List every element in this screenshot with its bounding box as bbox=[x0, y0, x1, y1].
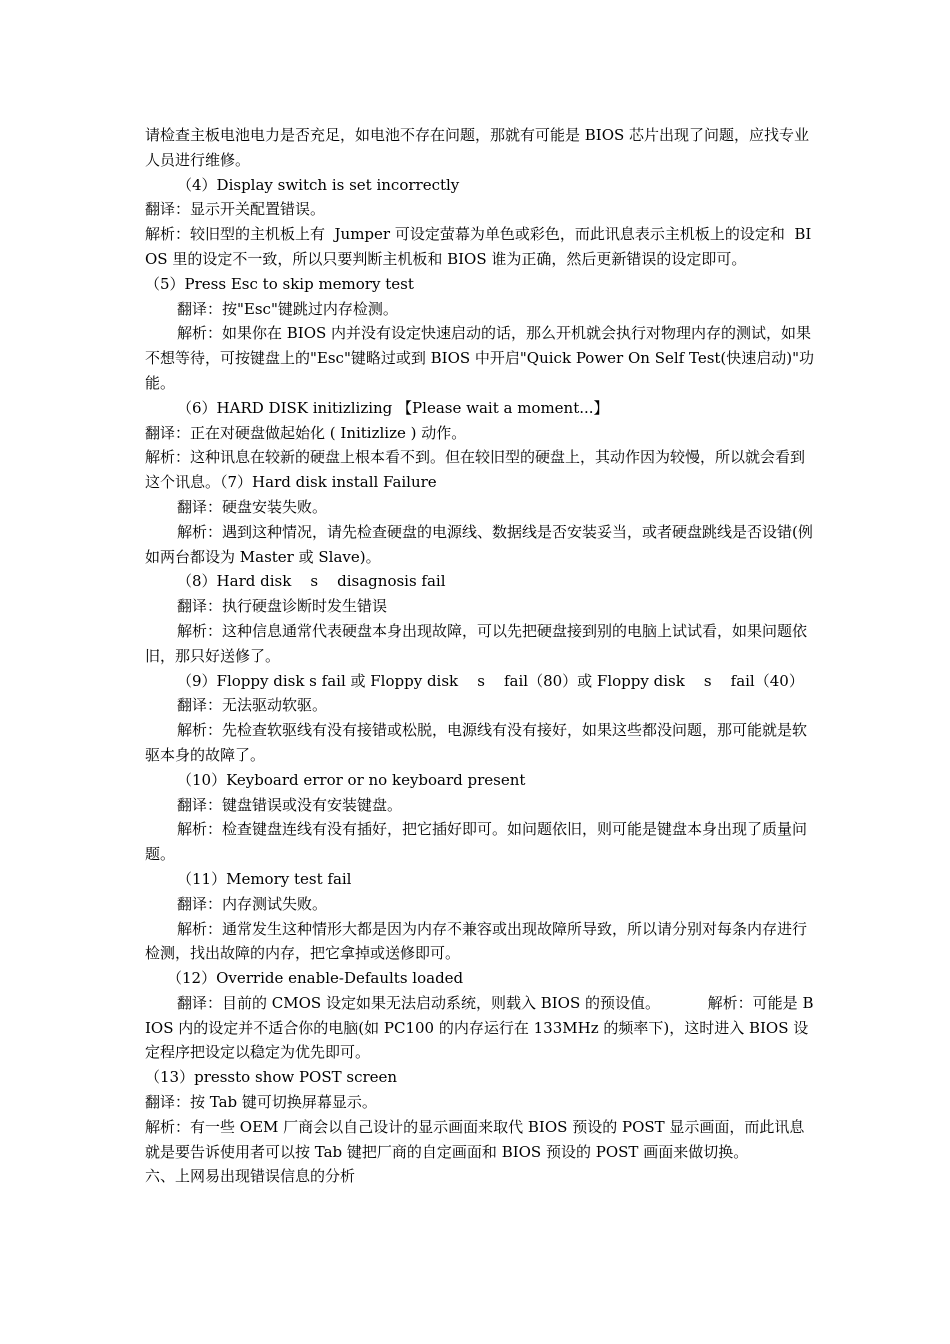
paragraph: 解析：通常发生这种情形大都是因为内存不兼容或出现故障所导致，所以请分别对每条内存进行检测，找出故障的内存，把它拿掉或送修即可。 bbox=[145, 919, 808, 963]
paragraph: （11）Memory test fail bbox=[177, 869, 352, 888]
paragraph: 解析：较旧型的主机板上有 Jumper 可设定萤幕为单色或彩色，而此讯息表示主机板上的设定和 BIOS 里的设定不一致，所以只要判断主机板和 BIOS 谁为正确，然后更新错误的设定即可。 bbox=[145, 225, 812, 268]
paragraph: （5）Press Esc to skip memory test bbox=[145, 274, 414, 293]
document-body bbox=[145, 123, 815, 1189]
paragraph: 翻译：目前的 CMOS 设定如果无法启动系统，则载入 BIOS 的预设值。 解析：可能是 BIOS 内的设定并不适合你的电脑(如 PC100 的内存运行在 133MHz 的频率下)，这时进入 BIOS 设定程序把设定以稳定为优先即可。 bbox=[145, 993, 814, 1062]
paragraph: （6）HARD DISK initizlizing 【Please wait a moment...】 bbox=[177, 398, 609, 417]
paragraph: 解析：有一些 OEM 厂商会以自己设计的显示画面来取代 BIOS 预设的 POST 显示画面，而此讯息就是要告诉使用者可以按 Tab 键把厂商的自定画面和 BIOS 预设的 POST 画面来做切换。 bbox=[145, 1117, 805, 1161]
paragraph: 解析：如果你在 BIOS 内并没有设定快速启动的话，那么开机就会执行对物理内存的测试，如果不想等待，可按键盘上的"Esc"键略过或到 BIOS 中开启"Quick Power On Self Test(快速启动)"功能。 bbox=[145, 324, 815, 392]
paragraph: 解析：先检查软驱线有没有接错或松脱，电源线有没有接好，如果这些都没问题，那可能就是软驱本身的故障了。 bbox=[145, 721, 808, 764]
paragraph: 翻译：显示开关配置错误。 bbox=[145, 200, 326, 219]
paragraph: 翻译：内存测试失败。 bbox=[177, 894, 328, 913]
paragraph: 解析：这种讯息在较新的硬盘上根本看不到。但在较旧型的硬盘上，其动作因为较慢，所以就会看到这个讯息。（7）Hard disk install Failure bbox=[145, 448, 806, 492]
paragraph: （10）Keyboard error or no keyboard present bbox=[177, 770, 526, 789]
paragraph: 翻译：正在对硬盘做起始化 ( Initizlize ) 动作。 bbox=[145, 423, 467, 442]
paragraph: （9）Floppy disk s fail 或 Floppy disk s fail（80）或 Floppy disk s fail（40） bbox=[177, 671, 804, 690]
paragraph: 解析：检查键盘连线有没有插好，把它插好即可。如问题依旧，则可能是键盘本身出现了质量问题。 bbox=[145, 820, 808, 864]
paragraph: （4）Display switch is set incorrectly bbox=[177, 175, 460, 194]
paragraph: （8）Hard disk s disagnosis fail bbox=[177, 572, 446, 591]
paragraph: 翻译：执行硬盘诊断时发生错误 bbox=[177, 597, 388, 616]
paragraph: 解析：遇到这种情况，请先检查硬盘的电源线、数据线是否安装妥当，或者硬盘跳线是否设错(例如两台都设为 Master 或 Slave)。 bbox=[145, 522, 813, 566]
paragraph: （12）Override enable-Defaults loaded bbox=[167, 969, 464, 988]
paragraph: 六、上网易出现错误信息的分析 bbox=[145, 1167, 356, 1186]
paragraph: （13）pressto show POST screen bbox=[145, 1068, 398, 1087]
paragraph: 翻译：按 Tab 键可切换屏幕显示。 bbox=[145, 1093, 377, 1112]
paragraph: 请检查主板电池电力是否充足，如电池不存在问题，那就有可能是 BIOS 芯片出现了问题，应找专业人员进行维修。 bbox=[145, 126, 810, 169]
paragraph: 翻译：按"Esc"键跳过内存检测。 bbox=[177, 299, 398, 318]
paragraph: 翻译：硬盘安装失败。 bbox=[177, 497, 328, 516]
paragraph: 解析：这种信息通常代表硬盘本身出现故障，可以先把硬盘接到别的电脑上试试看，如果问题依旧，那只好送修了。 bbox=[145, 621, 808, 665]
paragraph: 翻译：无法驱动软驱。 bbox=[177, 696, 328, 715]
paragraph: 翻译：键盘错误或没有安装键盘。 bbox=[177, 795, 403, 814]
